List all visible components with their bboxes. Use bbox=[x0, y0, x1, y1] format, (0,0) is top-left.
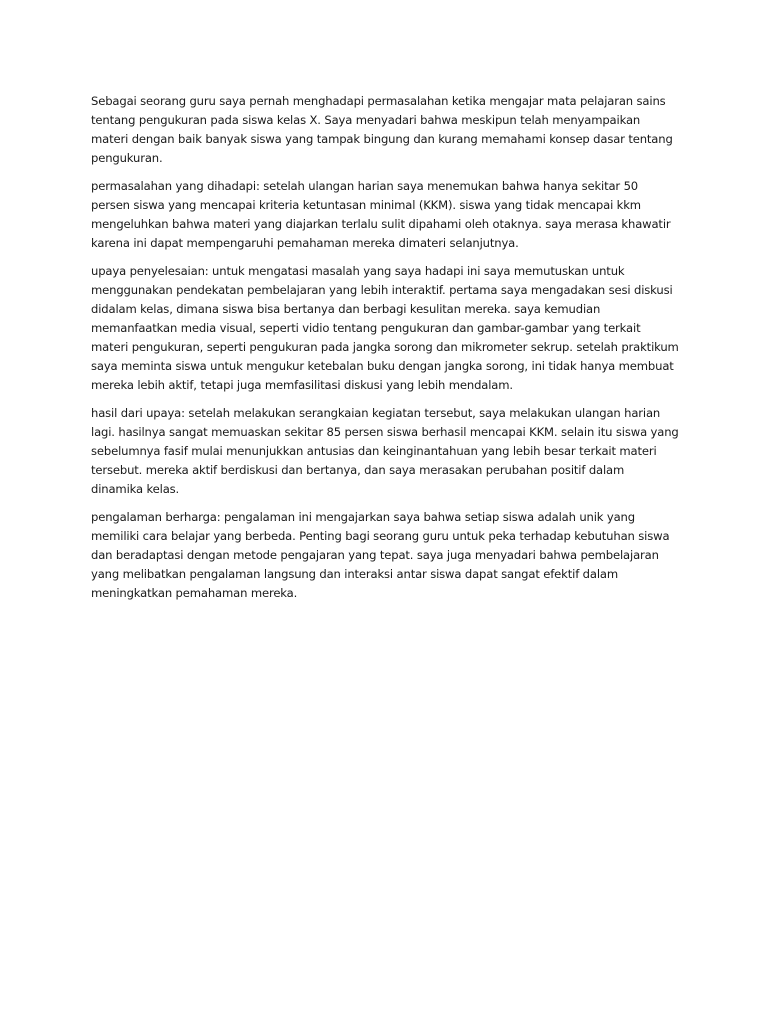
paragraph-solution: upaya penyelesaian: untuk mengatasi masalah yang saya hadapi ini saya memutuskan untuk menggunakan pendekatan pembelajaran yang lebih interaktif. pertama saya mengadakan sesi diskusi didalam kelas, dimana siswa bisa bertanya dan berbagi kesulitan mereka. saya kemudian memanfaatkan media visual, seperti vidio tentang pengukuran dan gambar-gambar yang terkait materi pengukuran, seperti pengukuran pada jangka sorong dan mikrometer sekrup. setelah praktikum saya meminta siswa untuk mengukur ketebalan buku dengan jangka sorong, ini tidak hanya membuat mereka lebih aktif, tetapi juga memfasilitasi diskusi yang lebih mendalam. bbox=[91, 264, 679, 392]
paragraph-result: hasil dari upaya: setelah melakukan serangkaian kegiatan tersebut, saya melakukan ulangan harian lagi. hasilnya sangat memuaskan sekitar 85 persen siswa berhasil mencapai KKM. selain itu siswa yang sebelumnya fasif mulai menunjukkan antusias dan keinginantahuan yang lebih besar terkait materi tersebut. mereka aktif berdiskusi dan bertanya, dan saya merasakan perubahan positif dalam dinamika kelas. bbox=[91, 406, 679, 496]
paragraph-lesson: pengalaman berharga: pengalaman ini mengajarkan saya bahwa setiap siswa adalah unik yang memiliki cara belajar yang berbeda. Penting bagi seorang guru untuk peka terhadap kebutuhan siswa dan beradaptasi dengan metode pengajaran yang tepat. saya juga menyadari bahwa pembelajaran yang melibatkan pengalaman langsung dan interaksi antar siswa dapat sangat efektif dalam meningkatkan pemahaman mereka. bbox=[91, 510, 670, 600]
paragraph-problem: permasalahan yang dihadapi: setelah ulangan harian saya menemukan bahwa hanya sekitar 50 persen siswa yang mencapai kriteria ketuntasan minimal (KKM). siswa yang tidak mencapai kkm mengeluhkan bahwa materi yang diajarkan terlalu sulit dipahami oleh otaknya. saya merasa khawatir karena ini dapat mempengaruhi pemahaman mereka dimateri selanjutnya. bbox=[91, 179, 671, 250]
paragraph-introduction: Sebagai seorang guru saya pernah menghadapi permasalahan ketika mengajar mata pelajaran sains tentang pengukuran pada siswa kelas X. Saya menyadari bahwa meskipun telah menyampaikan materi dengan baik banyak siswa yang tampak bingung dan kurang memahami konsep dasar tentang pengukuran. bbox=[91, 94, 673, 165]
document-body bbox=[91, 92, 679, 612]
